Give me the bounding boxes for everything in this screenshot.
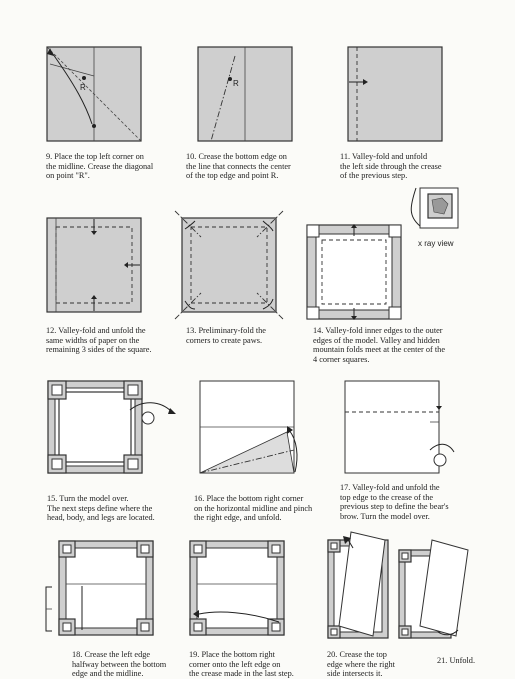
step-13-caption: 13. Preliminary-fold the corners to create paws. xyxy=(186,326,266,345)
step-14-diagram xyxy=(306,224,402,320)
step-20-caption: 20. Crease the top edge where the right side intersects it. xyxy=(327,650,395,679)
step-10-diagram xyxy=(197,46,293,142)
step-16-diagram xyxy=(199,380,295,474)
step-9-caption: 9. Place the top left corner on the midline. Crease the diagonal on point "R". xyxy=(46,152,154,181)
step-11-caption: 11. Valley-fold and unfold the left side through the crease of the previous step. xyxy=(340,152,442,181)
svg-text:R: R xyxy=(80,83,86,92)
step-18-caption: 18. Crease the left edge halfway between the bottom edge and the midline. xyxy=(72,650,167,679)
step-10-caption: 10. Crease the bottom edge on the line that connects the center of the top edge and point R. xyxy=(186,152,291,181)
xray-inset xyxy=(414,186,464,236)
step-20-diagram xyxy=(327,530,397,640)
step-17-caption: 17. Valley-fold and unfold the top edge to the crease of the previous step to define the bear's brow. Turn the model over. xyxy=(340,483,449,521)
step-15-caption: 15. Turn the model over. The next steps define where the head, body, and legs are located. xyxy=(47,494,155,523)
step-12-diagram xyxy=(46,217,142,313)
step-12-caption: 12. Valley-fold and unfold the same widths of paper on the remaining 3 sides of the square. xyxy=(46,326,152,355)
svg-text:R: R xyxy=(233,79,239,88)
step-21-diagram xyxy=(398,536,472,640)
step-19-diagram xyxy=(189,540,285,636)
svg-text:x ray view: x ray view xyxy=(418,239,454,248)
xray-label xyxy=(418,236,478,250)
step-14-caption: 14. Valley-fold inner edges to the outer edges of the model. Valley and hidden mountain folds meet at the center of the 4 corner squares. xyxy=(313,326,446,364)
step-13-diagram xyxy=(181,217,277,313)
turn-over-arrow-2 xyxy=(428,440,458,470)
bracket-mark xyxy=(43,585,55,635)
step-9-diagram xyxy=(46,46,142,142)
turn-over-arrow xyxy=(128,398,178,428)
step-21-caption: 21. Unfold. xyxy=(437,656,476,665)
step-18-diagram xyxy=(58,540,154,636)
step-17-diagram xyxy=(344,380,440,474)
step-11-diagram xyxy=(347,46,443,142)
step-19-caption: 19. Place the bottom right corner onto the left edge on the crease made in the last step. xyxy=(189,650,294,679)
step-16-caption: 16. Place the bottom right corner on the horizontal midline and pinch the right edge, and unfold. xyxy=(194,494,313,523)
